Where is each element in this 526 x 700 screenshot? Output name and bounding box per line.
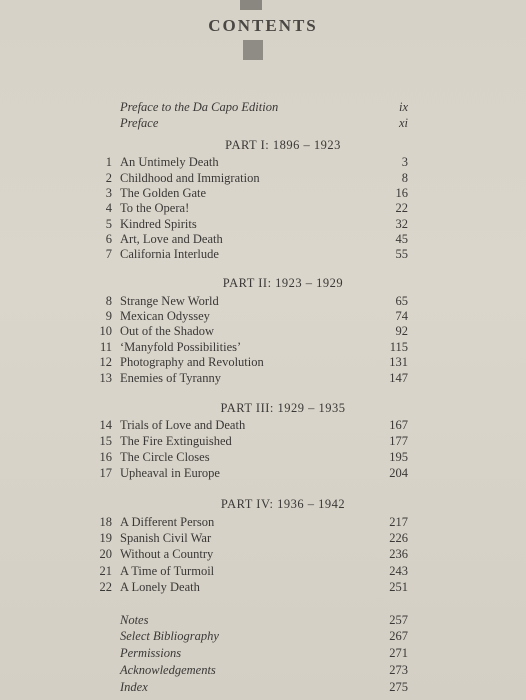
chapter-number: 16 [99,450,112,464]
toc-entry [0,417,526,433]
chapter-title: Out of the Shadow [120,324,215,338]
toc-entry [0,216,526,232]
chapter-page: 8 [401,171,408,185]
toc-entry [0,530,526,546]
entry-page: 267 [389,629,408,643]
chapter-number: 1 [105,155,112,169]
toc-entry-back-matter [0,645,526,661]
toc-entry-front-matter [0,99,526,115]
chapter-number: 11 [99,340,112,354]
entry-page: xi [398,116,408,130]
toc-entry [0,546,526,562]
toc-entry [0,465,526,481]
chapter-number: 9 [105,309,112,323]
toc-entry [0,231,526,247]
chapter-title: Kindred Spirits [120,217,197,231]
chapter-page: 243 [389,564,408,578]
chapter-title: Trials of Love and Death [120,418,246,432]
ornament-square-top [240,0,262,10]
chapter-number: 4 [105,201,112,215]
chapter-number: 12 [99,355,112,369]
entry-title: Select Bibliography [120,629,219,643]
chapter-title: Spanish Civil War [120,531,212,545]
chapter-number: 13 [99,371,112,385]
chapter-page: 115 [389,340,408,354]
chapter-title: Strange New World [120,294,219,308]
entry-title: Preface to the Da Capo Edition [120,100,279,114]
toc-entry [0,370,526,386]
toc-entry [0,579,526,595]
entry-title: Notes [120,613,149,627]
toc-entry [0,246,526,262]
entry-title: Preface [120,116,159,130]
toc-entry [0,339,526,355]
chapter-page: 167 [389,418,408,432]
chapter-title: Photography and Revolution [120,355,264,369]
toc-entry [0,154,526,170]
toc-entry-back-matter [0,612,526,628]
toc-entry-back-matter [0,679,526,695]
chapter-page: 236 [389,547,408,561]
chapter-page: 195 [389,450,408,464]
chapter-page: 74 [395,309,408,323]
chapter-title: California Interlude [120,247,219,261]
chapter-number: 21 [99,564,112,578]
toc-entry [0,323,526,339]
chapter-page: 177 [389,434,408,448]
chapter-number: 7 [105,247,112,261]
chapter-page: 251 [389,580,408,594]
chapter-number: 6 [105,232,112,246]
toc-entry [0,354,526,370]
chapter-page: 16 [395,186,408,200]
chapter-title: The Golden Gate [120,186,207,200]
chapter-number: 10 [99,324,112,338]
chapter-title: ‘Manyfold Possibilities’ [120,340,242,354]
chapter-title: Without a Country [120,547,214,561]
toc-entry-back-matter [0,628,526,644]
entry-page: 271 [389,646,408,660]
chapter-title: The Circle Closes [120,450,210,464]
chapter-page: 45 [395,232,408,246]
chapter-title: A Time of Turmoil [120,564,215,578]
chapter-page: 32 [395,217,408,231]
entry-page: 273 [389,663,408,677]
chapter-number: 15 [99,434,112,448]
toc-entry [0,185,526,201]
part-heading: PART III: 1929 – 1935 [220,401,346,415]
chapter-page: 3 [401,155,408,169]
toc-entry [0,514,526,530]
entry-page: ix [398,100,408,114]
entry-title: Index [120,680,148,694]
chapter-number: 3 [105,186,112,200]
chapter-page: 217 [389,515,408,529]
chapter-title: Upheaval in Europe [120,466,220,480]
entry-page: 275 [389,680,408,694]
toc-entry [0,200,526,216]
entry-title: Permissions [120,646,182,660]
chapter-page: 65 [395,294,408,308]
toc-entry [0,308,526,324]
chapter-number: 8 [105,294,112,308]
ornament-square [243,40,263,60]
chapter-title: Childhood and Immigration [120,171,260,185]
chapter-number: 18 [99,515,112,529]
chapter-number: 17 [99,466,112,480]
chapter-page: 22 [395,201,408,215]
chapter-title: The Fire Extinguished [120,434,232,448]
chapter-number: 19 [99,531,112,545]
chapter-number: 22 [99,580,112,594]
chapter-number: 2 [105,171,112,185]
chapter-title: A Different Person [120,515,215,529]
entry-title: Acknowledgements [120,663,216,677]
toc-entry-back-matter [0,662,526,678]
toc-entry [0,433,526,449]
chapter-page: 55 [395,247,408,261]
chapter-number: 5 [105,217,112,231]
toc-entry [0,293,526,309]
chapter-title: Enemies of Tyranny [120,371,221,385]
chapter-number: 20 [99,547,112,561]
part-heading: PART II: 1923 – 1929 [222,276,344,290]
toc-entry [0,170,526,186]
toc-entry [0,563,526,579]
chapter-title: To the Opera! [120,201,190,215]
chapter-title: Art, Love and Death [120,232,223,246]
part-heading: PART IV: 1936 – 1942 [220,497,346,511]
chapter-title: Mexican Odyssey [120,309,210,323]
contents-heading: CONTENTS [208,16,318,35]
chapter-title: A Lonely Death [120,580,200,594]
chapter-title: An Untimely Death [120,155,219,169]
toc-entry-front-matter [0,115,526,131]
chapter-page: 204 [389,466,408,480]
chapter-page: 147 [389,371,408,385]
chapter-number: 14 [99,418,112,432]
toc-entry [0,449,526,465]
chapter-page: 226 [389,531,408,545]
part-heading: PART I: 1896 – 1923 [225,138,341,152]
chapter-page: 92 [395,324,408,338]
chapter-page: 131 [389,355,408,369]
entry-page: 257 [389,613,408,627]
